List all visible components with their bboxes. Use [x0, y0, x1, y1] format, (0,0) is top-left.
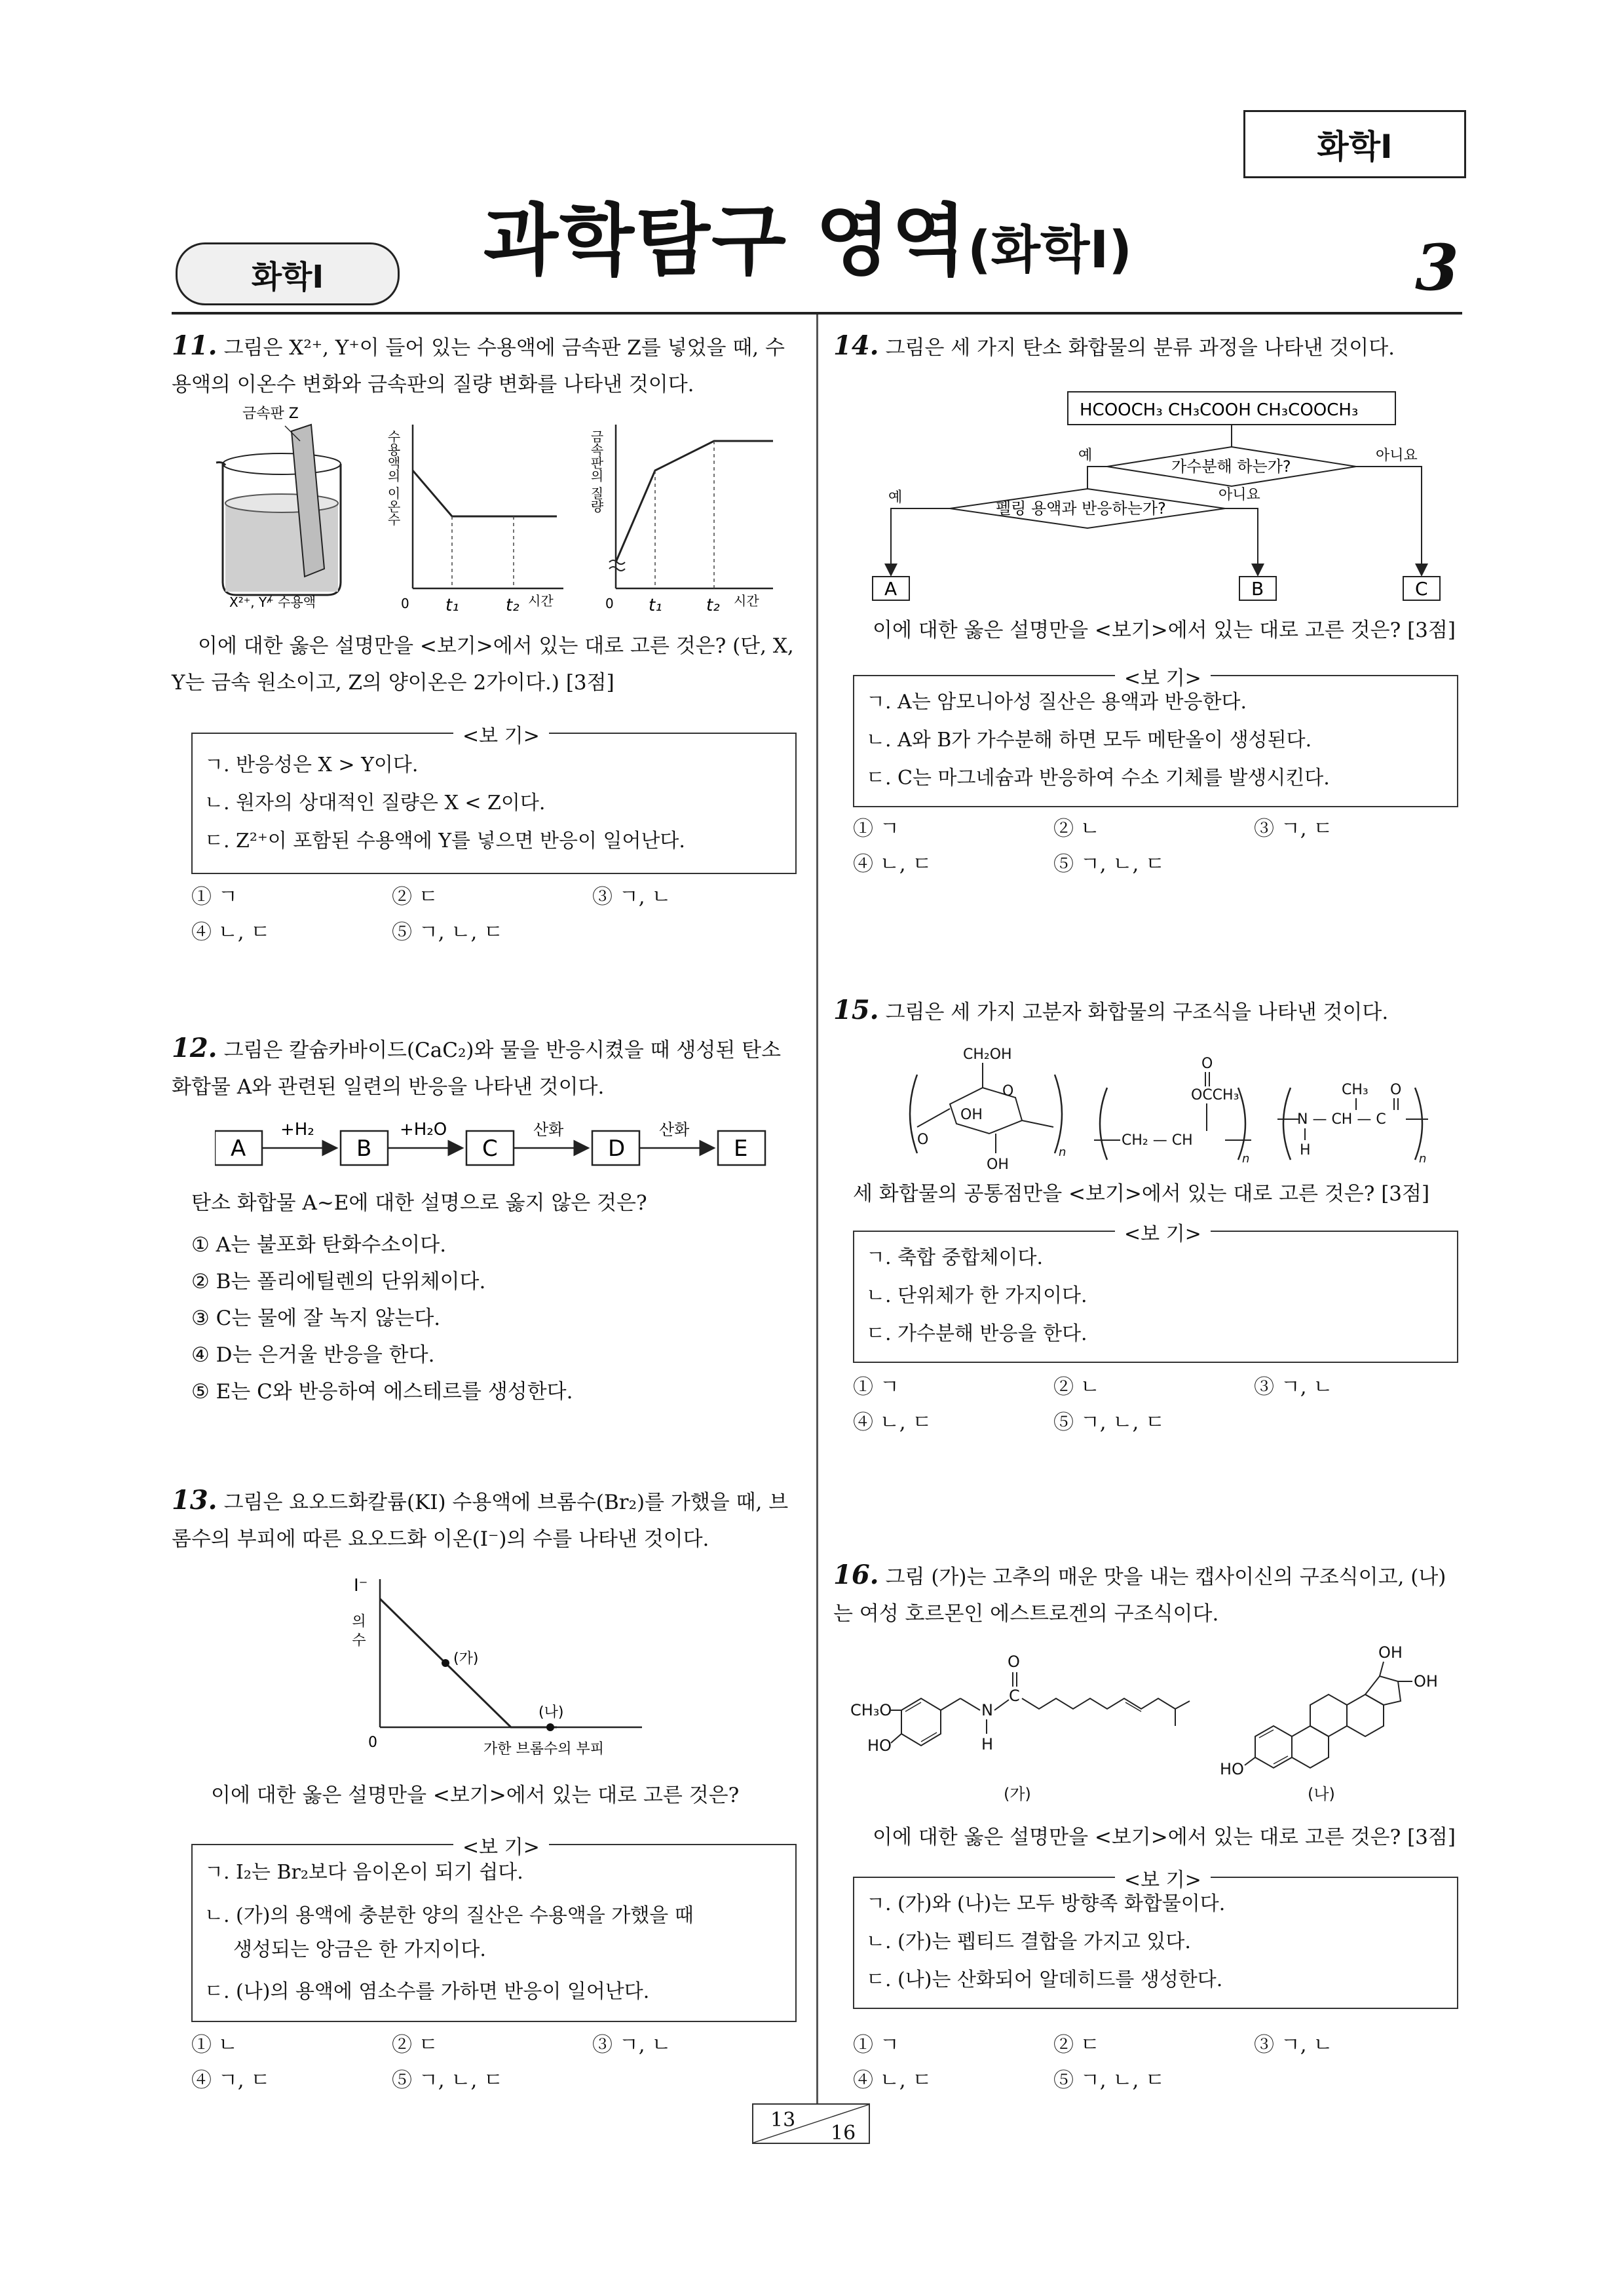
q13-choice-5[interactable]: ⑤ ㄱ, ㄴ, ㄷ: [392, 2069, 504, 2092]
q12-arrow-3: 산화: [533, 1120, 564, 1139]
q11-bogi-title: <보 기>: [453, 719, 549, 748]
na-ho: HO: [1220, 1760, 1244, 1778]
q13-graph: [341, 1573, 655, 1763]
q13-item-3: ㄷ. (나)의 용액에 염소수를 가하면 반응이 일어난다.: [204, 1980, 650, 2003]
subject-pill: [176, 242, 400, 305]
graph2-t1: t₁: [649, 596, 662, 615]
graph1-t1: t₁: [445, 596, 459, 615]
graph1-t2: t₂: [506, 596, 519, 615]
q15-choices: [853, 1369, 1456, 1442]
q12-options: [191, 1227, 573, 1410]
na-oh-top: OH: [1378, 1643, 1403, 1662]
q12-box-b: B: [356, 1136, 372, 1162]
s1-o-ring: O: [1002, 1083, 1014, 1100]
graph1-ylabel: 수용액의 이온수: [385, 430, 401, 526]
q13-item-1: ㄱ. I₂는 Br₂보다 음이온이 되기 쉽다.: [204, 1861, 523, 1884]
q15-choice-5[interactable]: ⑤ ㄱ, ㄴ, ㄷ: [1053, 1411, 1165, 1434]
q13-prompt: 이에 대한 옳은 설명만을 <보기>에서 있는 대로 고른 것은?: [211, 1784, 740, 1807]
q12-box-a: A: [231, 1136, 246, 1162]
s1-oh-upper: OH: [960, 1107, 983, 1123]
s2-chain: CH₂ — CH: [1122, 1132, 1193, 1149]
s1-ch2oh: CH₂OH: [963, 1046, 1012, 1063]
q13-point-a: [442, 1659, 449, 1667]
q11-item-2: ㄴ. 원자의 상대적인 질량은 X < Z이다.: [204, 792, 546, 814]
q13-label-a: (가): [453, 1651, 479, 1667]
fig-solution-label: X²⁺, Y⁺ 수용액: [229, 594, 316, 610]
ga-n: N: [981, 1701, 993, 1719]
q11-bogi-box: [191, 725, 797, 874]
graph1-time: 시간: [528, 593, 554, 609]
ga-ch3o: CH₃O: [850, 1701, 892, 1719]
q12-box-e: E: [734, 1136, 748, 1162]
q12-option-2[interactable]: ② B는 폴리에틸렌의 단위체이다.: [191, 1270, 486, 1293]
q13-zero: 0: [368, 1734, 377, 1751]
q11-stem: 그림은 X²⁺, Y⁺이 들어 있는 수용액에 금속판 Z를 넣었을 때, 수용액의 이온수 변화와 금속판의 질량 변화를 나타낸 것이다.: [172, 336, 785, 396]
q14-no-2: 아니요: [1218, 487, 1260, 503]
na-label: (나): [1308, 1785, 1335, 1803]
page-title: [483, 178, 1132, 290]
subject-box: [1243, 110, 1466, 178]
q11-item-3: ㄷ. Z²⁺이 포함된 수용액에 Y를 넣으면 반응이 일어난다.: [204, 830, 685, 852]
s2-ester: OCCH₃: [1191, 1087, 1239, 1103]
q13-choice-2[interactable]: ② ㄷ: [392, 2033, 438, 2057]
q15-structure-1: [910, 1046, 1066, 1173]
na-oh-right: OH: [1414, 1672, 1438, 1691]
q14-number: 14.: [833, 330, 879, 361]
q12-arrow-1: +H₂: [280, 1120, 314, 1139]
q15-choice-4[interactable]: ④ ㄴ, ㄷ: [853, 1411, 932, 1434]
q16-item-3: ㄷ. (나)는 산화되어 알데히드를 생성한다.: [866, 1968, 1223, 1991]
q14-choice-3[interactable]: ③ ㄱ, ㄷ: [1254, 817, 1333, 841]
s2-n: n: [1242, 1152, 1250, 1166]
graph2-time: 시간: [734, 593, 759, 609]
q14-bogi-box: [853, 667, 1458, 807]
q14-out-b: B: [1251, 578, 1264, 600]
q13-ylabel: 의 수: [349, 1613, 366, 1647]
graph2-ylabel: 금속판의 질량: [588, 430, 604, 513]
total-pages: 16: [831, 2122, 856, 2145]
q13-choice-1[interactable]: ① ㄴ: [191, 2033, 238, 2057]
q15-choice-1[interactable]: ① ㄱ: [853, 1375, 899, 1399]
q14-out-c: C: [1415, 578, 1428, 600]
ga-ho: HO: [867, 1736, 892, 1755]
q11-number: 11.: [172, 330, 217, 361]
q14-compounds: HCOOCH₃ CH₃COOH CH₃COOCH₃: [1080, 400, 1359, 420]
q14-item-3: ㄷ. C는 마그네슘과 반응하여 수소 기체를 발생시킨다.: [866, 767, 1330, 790]
q14-hydrolysis-q: 가수분해 하는가?: [1171, 457, 1291, 476]
q15-number: 15.: [833, 995, 879, 1025]
q15-structures: [897, 1035, 1435, 1193]
title-sub: (화학Ⅰ): [968, 221, 1133, 280]
s3-o: O: [1390, 1082, 1402, 1098]
ga-c: C: [1009, 1687, 1020, 1705]
q13-xlabel: 가한 브롬수의 부피: [483, 1741, 605, 1757]
s1-o-link: O: [917, 1132, 929, 1148]
ga-label: (가): [1004, 1785, 1031, 1803]
q15-item-1: ㄱ. 축합 중합체이다.: [866, 1246, 1043, 1269]
q14-bogi-title: <보 기>: [1115, 662, 1211, 691]
q16-item-1: ㄱ. (가)와 (나)는 모두 방향족 화합물이다.: [866, 1892, 1226, 1915]
q13-choice-3[interactable]: ③ ㄱ, ㄴ: [592, 2033, 671, 2057]
s2-o: O: [1201, 1056, 1213, 1072]
q13-bogi-title: <보 기>: [453, 1831, 549, 1860]
ga-h: H: [981, 1735, 994, 1753]
q16-item-2: ㄴ. (가)는 펩티드 결합을 가지고 있다.: [866, 1930, 1191, 1953]
subject-box-label: 화학Ⅰ: [1317, 128, 1393, 166]
q12-option-5[interactable]: ⑤ E는 C와 반응하여 에스테르를 생성한다.: [191, 1380, 573, 1404]
q13-point-b: [546, 1723, 554, 1731]
ga-o: O: [1008, 1653, 1020, 1671]
q16-choice-1[interactable]: ① ㄱ: [853, 2033, 899, 2057]
q13-bogi-box: [191, 1836, 797, 2022]
q12-option-3[interactable]: ③ C는 물에 잘 녹지 않는다.: [191, 1307, 441, 1330]
q11-text: [172, 328, 801, 403]
q13-text: [172, 1482, 801, 1558]
q16-prompt: 이에 대한 옳은 설명만을 <보기>에서 있는 대로 고른 것은? [3점]: [873, 1826, 1456, 1849]
q15-bogi-box: [853, 1223, 1458, 1363]
column-divider: [816, 315, 818, 2123]
q13-stem: 그림은 요오드화칼륨(KI) 수용액에 브롬수(Br₂)를 가했을 때, 브롬수의 부피에 따른 요오드화 이온(I⁻)의 수를 나타낸 것이다.: [172, 1491, 789, 1551]
q13-ylabel-top: I⁻: [354, 1576, 368, 1596]
estrogen-structure: [1220, 1643, 1438, 1803]
q13-choice-4[interactable]: ④ ㄱ, ㄷ: [191, 2069, 271, 2092]
q11-choice-3[interactable]: ③ ㄱ, ㄴ: [592, 885, 671, 909]
q11-choice-2[interactable]: ② ㄷ: [392, 885, 438, 909]
q15-prompt: 세 화합물의 공통점만을 <보기>에서 있는 대로 고른 것은? [3점]: [853, 1182, 1430, 1206]
q14-choice-1[interactable]: ① ㄱ: [853, 817, 899, 841]
q12-box-c: C: [482, 1136, 498, 1162]
q11-choices: [191, 879, 794, 951]
graph1-zero: 0: [401, 596, 409, 611]
q15-stem: 그림은 세 가지 고분자 화합물의 구조식을 나타낸 것이다.: [885, 1001, 1389, 1024]
q14-no-1: 아니요: [1376, 448, 1418, 464]
page-indicator: [752, 2103, 870, 2144]
q14-choices: [853, 811, 1456, 883]
q16-choice-4[interactable]: ④ ㄴ, ㄷ: [853, 2069, 932, 2092]
q12-number: 12.: [172, 1033, 217, 1063]
s3-ch3: CH₃: [1342, 1082, 1369, 1098]
q13-choices: [191, 2027, 794, 2099]
q16-text: [833, 1557, 1462, 1632]
q14-text: [833, 328, 1462, 366]
q14-item-1: ㄱ. A는 암모니아성 질산은 용액과 반응한다.: [866, 691, 1247, 714]
q15-item-3: ㄷ. 가수분해 반응을 한다.: [866, 1322, 1087, 1345]
s3-chain: N — CH — C: [1297, 1111, 1386, 1128]
q12-box-d: D: [608, 1136, 626, 1162]
ion-count-graph: [385, 425, 563, 615]
s1-oh-lower: OH: [987, 1157, 1009, 1173]
q12-reaction-diagram: [215, 1113, 791, 1172]
q16-bogi-box: [853, 1869, 1458, 2009]
q11-choice-5[interactable]: ⑤ ㄱ, ㄴ, ㄷ: [392, 921, 504, 944]
q14-out-a: A: [884, 578, 897, 600]
s3-h: H: [1300, 1142, 1311, 1158]
q15-bogi-title: <보 기>: [1115, 1217, 1211, 1246]
q16-choice-5[interactable]: ⑤ ㄱ, ㄴ, ㄷ: [1053, 2069, 1165, 2092]
plate-mass-graph: [588, 425, 773, 615]
beaker-diagram: [216, 406, 341, 610]
graph2-t2: t₂: [706, 596, 720, 615]
q11-choice-1[interactable]: ① ㄱ: [191, 885, 238, 909]
q16-choice-3[interactable]: ③ ㄱ, ㄴ: [1254, 2033, 1333, 2057]
q14-choice-5[interactable]: ⑤ ㄱ, ㄴ, ㄷ: [1053, 852, 1165, 876]
q14-yes-1: 예: [1078, 448, 1093, 464]
q14-choice-2[interactable]: ② ㄴ: [1053, 817, 1100, 841]
q16-bogi-title: <보 기>: [1115, 1864, 1211, 1892]
q14-prompt: 이에 대한 옳은 설명만을 <보기>에서 있는 대로 고른 것은? [3점]: [873, 619, 1456, 642]
q12-option-4[interactable]: ④ D는 은거울 반응을 한다.: [191, 1343, 435, 1367]
current-page: 13: [770, 2109, 796, 2132]
q16-structures: [849, 1638, 1458, 1808]
q14-item-2: ㄴ. A와 B가 가수분해 하면 모두 메탄올이 생성된다.: [866, 729, 1312, 752]
graph2-zero: 0: [605, 596, 614, 611]
q14-flowchart: [871, 387, 1448, 603]
q12-arrow-2: +H₂O: [400, 1120, 447, 1139]
q14-stem: 그림은 세 가지 탄소 화합물의 분류 과정을 나타낸 것이다.: [885, 336, 1395, 360]
q12-text: [172, 1030, 801, 1105]
q14-yes-2: 예: [888, 489, 903, 506]
q12-option-1[interactable]: ① A는 불포화 탄화수소이다.: [191, 1233, 447, 1257]
page-number: 3: [1415, 231, 1459, 305]
q15-text: [833, 992, 1462, 1031]
q12-prompt: 탄소 화합물 A~E에 대한 설명으로 옳지 않은 것은?: [191, 1191, 647, 1215]
q13-label-b: (나): [538, 1704, 564, 1721]
q15-structure-2: [1094, 1056, 1251, 1166]
title-main: 과학탐구 영역: [483, 195, 968, 286]
q15-choice-2[interactable]: ② ㄴ: [1053, 1375, 1100, 1399]
q16-stem: 그림 (가)는 고추의 매운 맛을 내는 캡사이신의 구조식이고, (나)는 여성 호르몬인 에스트로겐의 구조식이다.: [833, 1565, 1446, 1626]
q11-figure: [197, 405, 799, 615]
q15-choice-3[interactable]: ③ ㄱ, ㄴ: [1254, 1375, 1333, 1399]
q14-fehling-q: 펠링 용액과 반응하는가?: [996, 499, 1166, 518]
q15-item-2: ㄴ. 단위체가 한 가지이다.: [866, 1284, 1087, 1307]
q16-choices: [853, 2027, 1456, 2099]
q14-choice-4[interactable]: ④ ㄴ, ㄷ: [853, 852, 932, 876]
q13-item-2: ㄴ. (가)의 용액에 충분한 양의 질산은 수용액을 가했을 때: [204, 1904, 694, 1927]
q16-number: 16.: [833, 1559, 879, 1590]
fig-plate-label: 금속판 Z: [242, 406, 299, 422]
s1-n: n: [1059, 1145, 1067, 1159]
subject-pill-label: 화학Ⅰ: [251, 258, 324, 296]
capsaicin-structure: [850, 1653, 1190, 1803]
q13-item-2b: 생성되는 앙금은 한 가지이다.: [233, 1938, 486, 1961]
s3-n: n: [1419, 1152, 1427, 1166]
q11-prompt: 이에 대한 옳은 설명만을 <보기>에서 있는 대로 고른 것은? (단, X, Y는 금속 원소이고, Z의 양이온은 2가이다.) [3점]: [172, 634, 794, 695]
q11-item-1: ㄱ. 반응성은 X > Y이다.: [204, 754, 419, 776]
q13-number: 13.: [172, 1485, 217, 1516]
q11-choice-4[interactable]: ④ ㄴ, ㄷ: [191, 921, 271, 944]
q15-structure-3: [1277, 1082, 1428, 1166]
q16-choice-2[interactable]: ② ㄷ: [1053, 2033, 1100, 2057]
q12-arrow-4: 산화: [659, 1120, 690, 1139]
q12-stem: 그림은 칼슘카바이드(CaC₂)와 물을 반응시켰을 때 생성된 탄소 화합물 A와 관련된 일련의 반응을 나타낸 것이다.: [172, 1039, 782, 1099]
